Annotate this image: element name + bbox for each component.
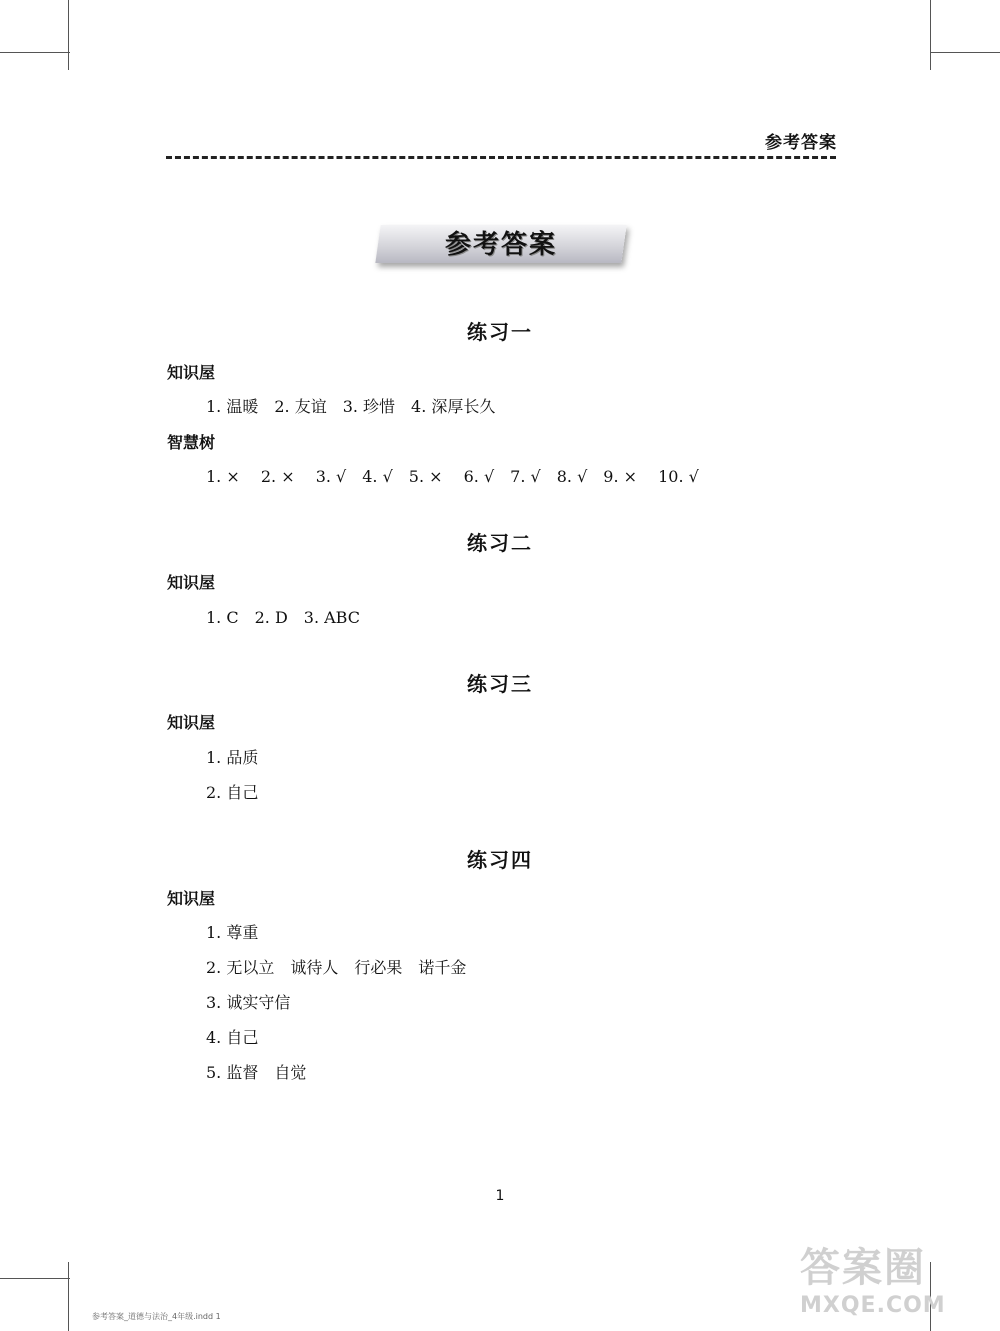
- section-title-3: 练习三: [467, 672, 533, 696]
- answer-line: 2. 自己: [206, 783, 259, 802]
- crop-mark-top-right-v: [930, 0, 931, 70]
- answer-line: 1. 尊重: [206, 923, 259, 942]
- crop-mark-top-left-h: [0, 52, 70, 53]
- subsection-heading: 智慧树: [167, 433, 216, 452]
- watermark-url: MXQE.COM: [800, 1293, 946, 1318]
- running-header: 参考答案: [765, 133, 837, 153]
- answer-line: 1. 品质: [206, 748, 259, 767]
- answer-line: 1. 温暖 2. 友谊 3. 珍惜 4. 深厚长久: [206, 397, 496, 416]
- section-title-2: 练习二: [467, 531, 533, 555]
- header-divider: [166, 156, 836, 159]
- subsection-heading: 知识屋: [167, 573, 216, 592]
- answer-line: 3. 诚实守信: [206, 993, 291, 1012]
- answer-line: 4. 自己: [206, 1028, 259, 1047]
- section-title-4: 练习四: [467, 848, 533, 872]
- crop-mark-bottom-left-v: [68, 1262, 69, 1331]
- crop-mark-bottom-left-h: [0, 1278, 70, 1279]
- section-title-1: 练习一: [467, 320, 533, 344]
- crop-mark-top-right-h: [930, 52, 1000, 53]
- answer-line: 1. × 2. × 3. √ 4. √ 5. × 6. √ 7. √ 8. √ 9. × 10. √: [206, 467, 699, 486]
- watermark: [800, 1236, 1000, 1331]
- page-number: 1: [495, 1188, 505, 1204]
- footer-filename: 参考答案_道德与法治_4年级.indd 1: [92, 1312, 221, 1321]
- subsection-heading: 知识屋: [167, 889, 216, 908]
- watermark-logo: 答案圈: [800, 1245, 926, 1291]
- answer-line: 5. 监督 自觉: [206, 1063, 307, 1082]
- answer-line: 2. 无以立 诚待人 行必果 诺千金: [206, 958, 467, 977]
- answer-line: 1. C 2. D 3. ABC: [206, 608, 360, 627]
- subsection-heading: 知识屋: [167, 363, 216, 382]
- page-title: 参考答案: [444, 230, 557, 260]
- subsection-heading: 知识屋: [167, 713, 216, 732]
- crop-mark-top-left-v: [68, 0, 69, 70]
